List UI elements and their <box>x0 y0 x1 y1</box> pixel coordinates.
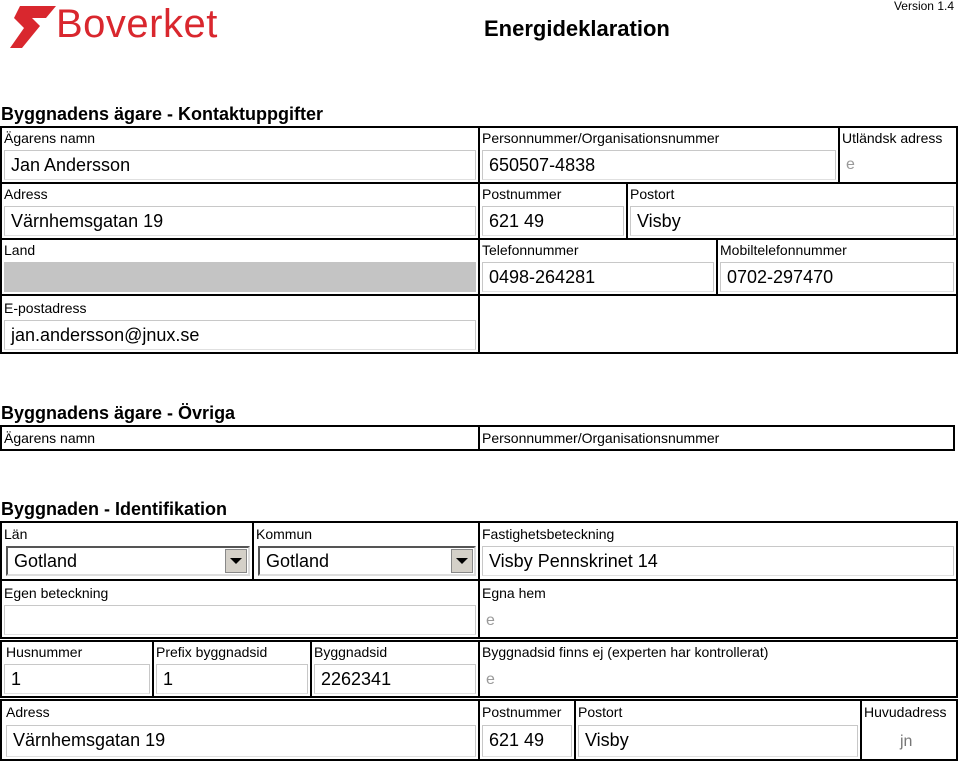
own-designation-label: Egen beteckning <box>4 585 109 601</box>
other-owner-id-label: Personnummer/Organisationsnummer <box>482 430 720 446</box>
other-owner-name-label: Ägarens namn <box>4 430 96 446</box>
county-label: Län <box>4 526 28 542</box>
property-label: Fastighetsbeteckning <box>482 526 615 542</box>
owner-id-field[interactable]: 650507-4838 <box>482 150 836 180</box>
no-building-id-label: Byggnadsid finns ej (experten har kontrollerat) <box>482 644 769 660</box>
foreign-address-label: Utländsk adress <box>842 130 943 146</box>
mobile-label: Mobiltelefonnummer <box>720 242 847 258</box>
no-building-id-checkbox[interactable]: e <box>486 671 495 688</box>
city-label: Postort <box>630 186 675 202</box>
building-postal-label: Postnummer <box>482 704 562 720</box>
email-label: E-postadress <box>4 300 87 316</box>
phone-label: Telefonnummer <box>482 242 579 258</box>
building-address-label: Adress <box>6 704 50 720</box>
logo-text: Boverket <box>56 2 218 46</box>
municipality-select[interactable] <box>258 546 476 576</box>
chevron-down-icon[interactable] <box>225 549 247 573</box>
house-number-field[interactable]: 1 <box>4 664 150 694</box>
building-city-label: Postort <box>578 704 623 720</box>
building-address-field[interactable]: Värnhemsgatan 19 <box>6 725 476 757</box>
foreign-address-checkbox[interactable]: e <box>846 156 855 173</box>
county-select-value: Gotland <box>14 551 78 571</box>
section-title-owner-other: Byggnadens ägare - Övriga <box>1 403 236 423</box>
prefix-field[interactable]: 1 <box>156 664 308 694</box>
address-field[interactable]: Värnhemsgatan 19 <box>4 206 476 236</box>
city-field[interactable]: Visby <box>630 206 954 236</box>
municipality-select-value: Gotland <box>266 551 330 571</box>
owner-name-field[interactable]: Jan Andersson <box>4 150 476 180</box>
county-select[interactable] <box>6 546 250 576</box>
prefix-label: Prefix byggnadsid <box>156 644 268 660</box>
building-id-label: Byggnadsid <box>314 644 388 660</box>
property-field[interactable]: Visby Pennskrinet 14 <box>482 546 954 576</box>
chevron-down-icon[interactable] <box>451 549 473 573</box>
owner-id-label: Personnummer/Organisationsnummer <box>482 130 720 146</box>
section-title-owner-contact: Byggnadens ägare - Kontaktuppgifter <box>1 104 324 124</box>
owner-name-label: Ägarens namn <box>4 130 96 146</box>
own-home-label: Egna hem <box>482 585 546 601</box>
building-city-field[interactable]: Visby <box>578 725 858 757</box>
house-number-label: Husnummer <box>6 644 83 660</box>
main-address-checkbox[interactable]: jn <box>900 733 913 750</box>
main-address-label: Huvudadress <box>864 704 947 720</box>
mobile-field[interactable]: 0702-297470 <box>720 262 954 292</box>
municipality-label: Kommun <box>256 526 313 542</box>
country-label: Land <box>4 242 36 258</box>
section-title-building-id: Byggnaden - Identifikation <box>1 499 228 519</box>
country-field[interactable] <box>4 262 476 292</box>
address-label: Adress <box>4 186 48 202</box>
boverket-logo-icon <box>6 4 58 50</box>
postal-code-field[interactable]: 621 49 <box>482 206 624 236</box>
own-designation-field[interactable] <box>4 605 476 635</box>
building-id-field[interactable]: 2262341 <box>314 664 476 694</box>
building-postal-field[interactable]: 621 49 <box>482 725 572 757</box>
postal-code-label: Postnummer <box>482 186 562 202</box>
own-home-checkbox[interactable]: e <box>486 612 495 629</box>
version-label: Version 1.4 <box>893 0 954 13</box>
page-title: Energideklaration <box>484 16 670 41</box>
phone-field[interactable]: 0498-264281 <box>482 262 714 292</box>
email-field[interactable]: jan.andersson@jnux.se <box>4 320 476 350</box>
